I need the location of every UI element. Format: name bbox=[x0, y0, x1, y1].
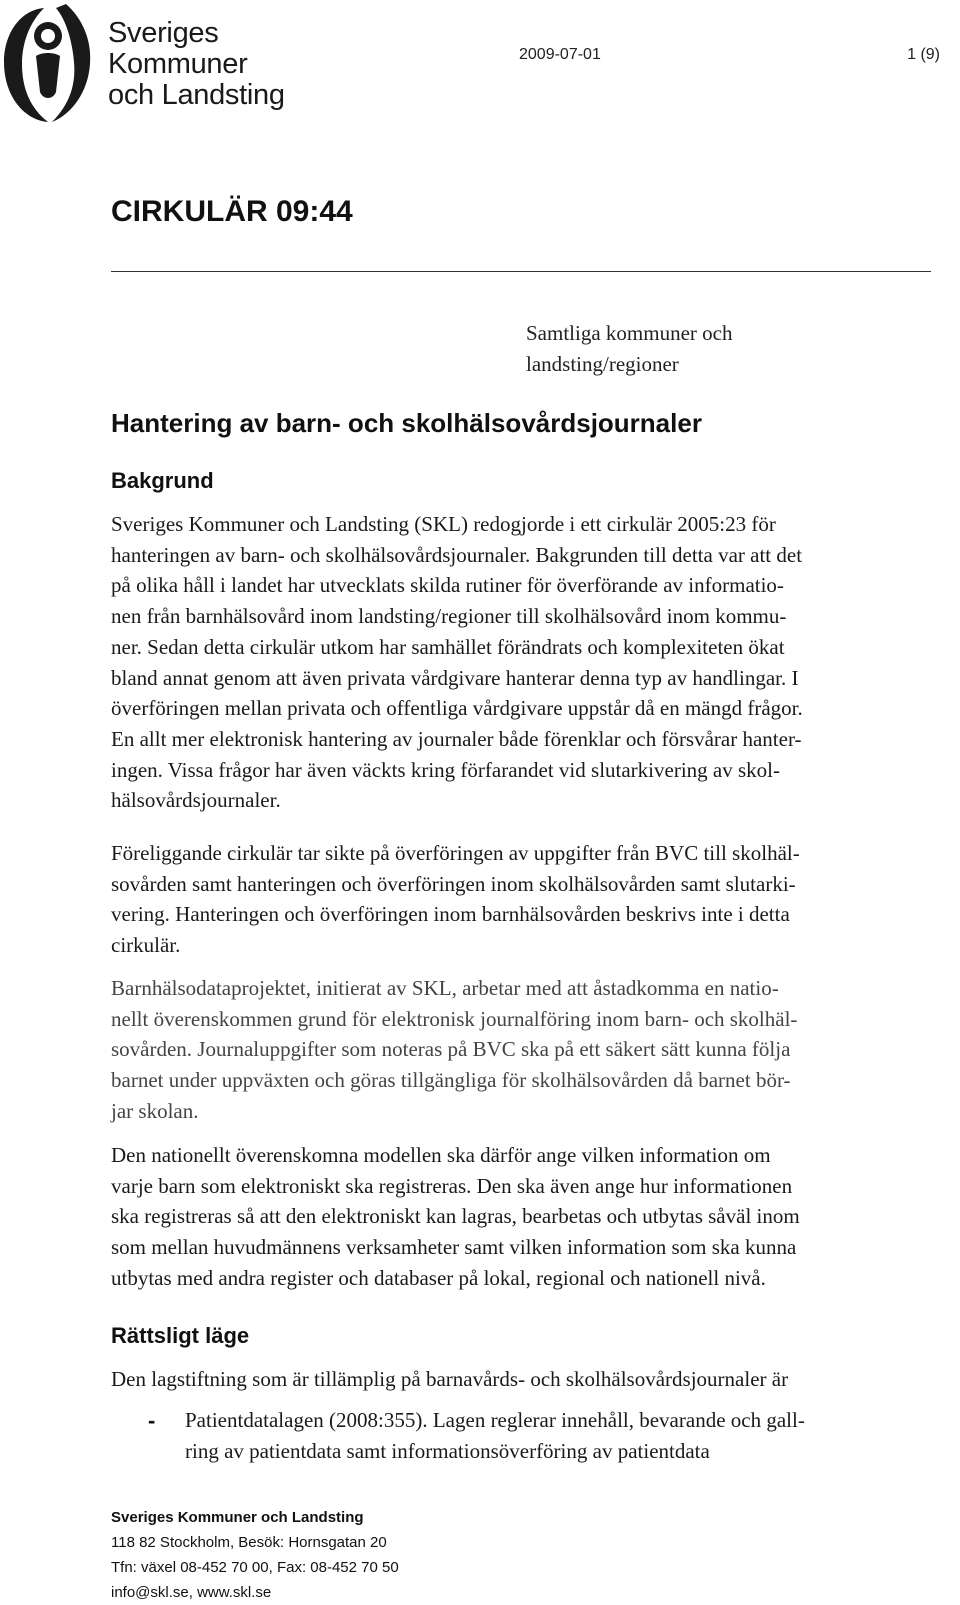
document-date: 2009-07-01 bbox=[519, 46, 601, 63]
document-title: Hantering av barn- och skolhälsovårdsjournaler bbox=[111, 408, 702, 438]
footer-phone: Tfn: växel 08-452 70 00, Fax: 08-452 70 50 bbox=[111, 1559, 399, 1576]
text-line: Barnhälsodataprojektet, initierat av SKL, arbetar med att åstadkomma en natio- bbox=[111, 976, 779, 1000]
text-line: barnet under uppväxten och göras tillgängliga för skolhälsovården då barnet bör- bbox=[111, 1068, 791, 1093]
recipients-line: Samtliga kommuner och bbox=[526, 321, 733, 345]
text-line: sovården samt hanteringen och överföringen inom skolhälsovården samt slutarki- bbox=[111, 871, 796, 896]
text-line: ska registreras så att den elektroniskt kan lagras, bearbetas och utbytas såväl inom bbox=[111, 1204, 800, 1229]
text-line: sovården. Journaluppgifter som noteras på BVC ska på ett säkert sätt kunna följa bbox=[111, 1037, 791, 1062]
text-line: nen från barnhälsovård inom landsting/regioner till skolhälsovård inom kommu- bbox=[111, 604, 787, 629]
paragraph-bakgrund-2 bbox=[111, 838, 941, 961]
text-line: som mellan huvudmännens verksamheter samt vilken information som ska kunna bbox=[111, 1235, 797, 1260]
paragraph-rattsligt-intro bbox=[111, 1364, 941, 1395]
page-number: 1 (9) bbox=[907, 46, 940, 63]
text-line: jar skolan. bbox=[111, 1098, 199, 1123]
logo-line-1: Sveriges bbox=[108, 17, 219, 49]
text-line: ner. Sedan detta cirkulär utkom har samhället förändrats och komplexiteten ökat bbox=[111, 634, 785, 659]
text-line: nellt överenskommen grund för elektronisk journalföring inom barn- och skolhäl- bbox=[111, 1006, 798, 1031]
title-divider bbox=[111, 271, 931, 272]
text-line: utbytas med andra register och databaser på lokal, regional och nationell nivå. bbox=[111, 1265, 766, 1290]
text-line: ring av patientdata samt informationsöverföring av patientdata bbox=[185, 1438, 710, 1463]
section-heading-rattsligt-lage: Rättsligt läge bbox=[111, 1323, 250, 1348]
text-line: Den lagstiftning som är tillämplig på barnavårds- och skolhälsovårdsjournaler är bbox=[111, 1367, 789, 1391]
paragraph-bakgrund-4 bbox=[111, 1140, 941, 1294]
text-line: ingen. Vissa frågor har även väckts kring förfarandet vid slutarkivering av skol- bbox=[111, 757, 780, 782]
text-line: hanteringen av barn- och skolhälsovårdsjournaler. Bakgrunden till detta var att det bbox=[111, 542, 803, 567]
text-line: varje barn som elektroniskt ska registreras. Den ska även ange hur informationen bbox=[111, 1173, 793, 1198]
footer-address: 118 82 Stockholm, Besök: Hornsgatan 20 bbox=[111, 1534, 387, 1551]
paragraph-bakgrund-1 bbox=[111, 509, 941, 816]
recipients-line: landsting/regioner bbox=[526, 352, 679, 376]
text-line: cirkulär. bbox=[111, 933, 181, 958]
footer-contact: info@skl.se, www.skl.se bbox=[111, 1584, 272, 1601]
text-line: vering. Hanteringen och överföringen inom barnhälsovården beskrivs inte i detta bbox=[111, 902, 790, 927]
bullet-marker: - bbox=[148, 1408, 156, 1433]
logo-line-3: och Landsting bbox=[108, 79, 285, 111]
bullet-item bbox=[185, 1405, 945, 1466]
skl-logo-icon bbox=[0, 0, 96, 124]
footer-org: Sveriges Kommuner och Landsting bbox=[111, 1509, 364, 1526]
text-line: bland annat genom att även privata vårdgivare hanterar denna typ av handlingar. I bbox=[111, 665, 799, 690]
text-line: Sveriges Kommuner och Landsting (SKL) redogjorde i ett cirkulär 2005:23 för bbox=[111, 512, 776, 536]
skl-logo-text bbox=[108, 18, 285, 111]
recipients bbox=[526, 318, 732, 380]
footer bbox=[111, 1505, 399, 1605]
paragraph-bakgrund-3 bbox=[111, 973, 941, 1127]
text-line: Patientdatalagen (2008:355). Lagen reglerar innehåll, bevarande och gall- bbox=[185, 1408, 805, 1432]
text-line: Föreliggande cirkulär tar sikte på överföringen av uppgifter från BVC till skolhäl- bbox=[111, 841, 800, 865]
circular-title: CIRKULÄR 09:44 bbox=[111, 195, 353, 228]
logo-line-2: Kommuner bbox=[108, 48, 248, 80]
text-line: överföringen mellan privata och offentliga vårdgivare uppstår då en mängd frågor. bbox=[111, 696, 803, 721]
text-line: En allt mer elektronisk hantering av journaler både förenklar och försvårar hanter- bbox=[111, 726, 802, 751]
section-heading-bakgrund: Bakgrund bbox=[111, 468, 214, 493]
text-line: hälsovårdsjournaler. bbox=[111, 788, 281, 813]
text-line: Den nationellt överenskomna modellen ska därför ange vilken information om bbox=[111, 1143, 771, 1167]
text-line: på olika håll i landet har utvecklats skilda rutiner för överförande av informatio- bbox=[111, 573, 784, 598]
